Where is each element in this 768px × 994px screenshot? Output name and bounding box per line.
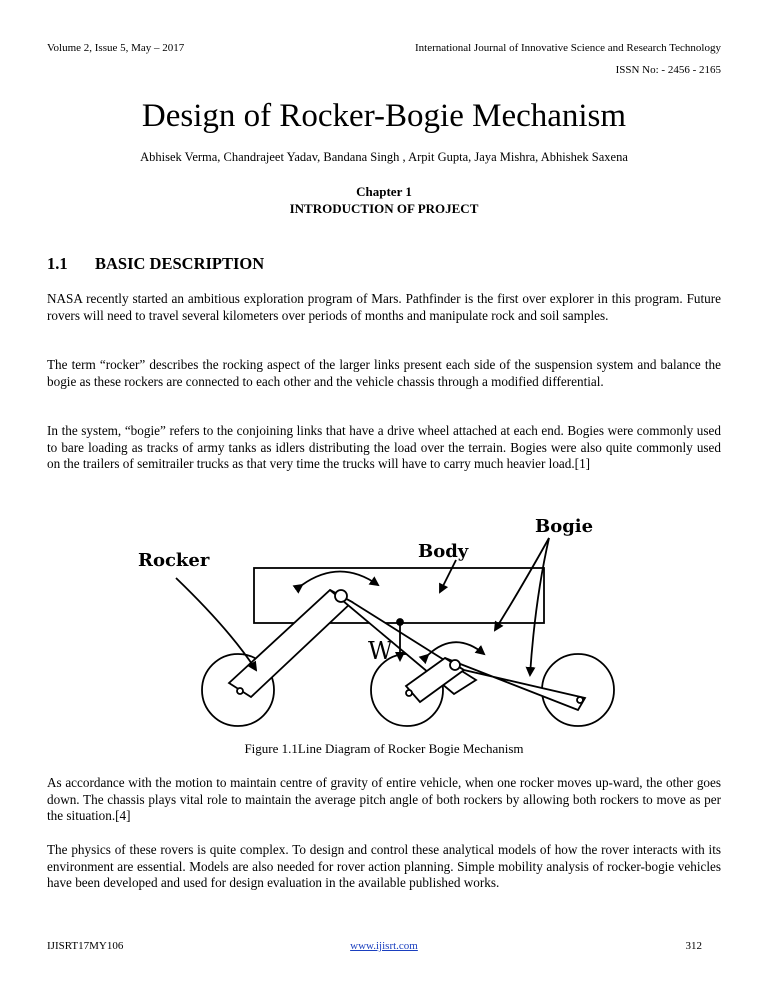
header-volume: Volume 2, Issue 5, May – 2017: [47, 42, 185, 54]
paragraph: NASA recently started an ambitious exploration program of Mars. Pathfinder is the first over explorer in this program. Future rovers will need to travel several kilometers over periods of months and manipulate rock and soil samples.: [47, 291, 721, 323]
rocker-rotation-arrow: [302, 572, 378, 586]
header-issn: ISSN No: - 2456 - 2165: [615, 64, 721, 76]
label-rocker: Rocker: [138, 550, 210, 571]
header-journal: International Journal of Innovative Science and Research Technology: [414, 42, 721, 54]
chapter-name: INTRODUCTION OF PROJECT: [289, 201, 479, 216]
paragraph: As accordance with the motion to maintain centre of gravity of entire vehicle, when one rocker moves up-ward, the other goes down. The chassis plays vital role to maintain the average pitch angle of both rockers by allowing both rockers to move as per the situation.[4]: [47, 775, 721, 824]
chapter-number: Chapter 1: [356, 184, 412, 199]
bogie-rotation-arrow: [428, 642, 484, 655]
section-title: BASIC DESCRIPTION: [95, 254, 265, 273]
bogie-leader-arrow-1: [530, 538, 549, 675]
footer-paper-id: IJISRT17MY106: [47, 940, 124, 952]
footer-website-link[interactable]: www.ijisrt.com: [350, 940, 418, 952]
author-list: Abhisek Verma, Chandrajeet Yadav, Bandana Singh , Arpit Gupta, Jaya Mishra, Abhishek Saxena: [140, 150, 628, 164]
page-number: 312: [685, 940, 702, 952]
body-leader-arrow: [440, 560, 456, 592]
section-heading: [47, 254, 264, 274]
rocker-pivot: [335, 590, 347, 602]
paragraph: In the system, “bogie” refers to the conjoining links that have a drive wheel attached at each end. Bogies were commonly used to bare loading as tracks of army tanks as idlers distributing the load over the terrain. Bogies were also quite commonly used on the trailers of semitrailer trucks as that very time the trucks will have to carry much heavier load.[1]: [47, 423, 721, 472]
rocker-bogie-diagram: [0, 510, 768, 740]
label-weight: W: [368, 637, 393, 665]
chapter-heading: [0, 183, 768, 217]
bogie-pivot: [450, 660, 460, 670]
label-bogie: Bogie: [535, 516, 594, 537]
body-rectangle: [254, 568, 544, 623]
paragraph: The term “rocker” describes the rocking aspect of the larger links present each side of the suspension system and balance the bogie as these rockers are connected to each other and the vehicle chassis through a modified differential.: [47, 357, 721, 389]
section-number: 1.1: [47, 254, 68, 273]
label-body: Body: [418, 541, 469, 562]
footer-link-wrapper: [0, 940, 768, 952]
paper-title: Design of Rocker-Bogie Mechanism: [141, 98, 627, 134]
figure-caption: Figure 1.1Line Diagram of Rocker Bogie Mechanism: [244, 741, 524, 756]
paragraph: The physics of these rovers is quite complex. To design and control these analytical models of how the rover interacts with its environment are essential. Models are also needed for rover action planning. Simple mobility analysis of rocker-bogie vehicles have been developed and used for design evaluation in the available published works.: [47, 842, 721, 891]
rocker-bogie-figure: [0, 510, 768, 740]
